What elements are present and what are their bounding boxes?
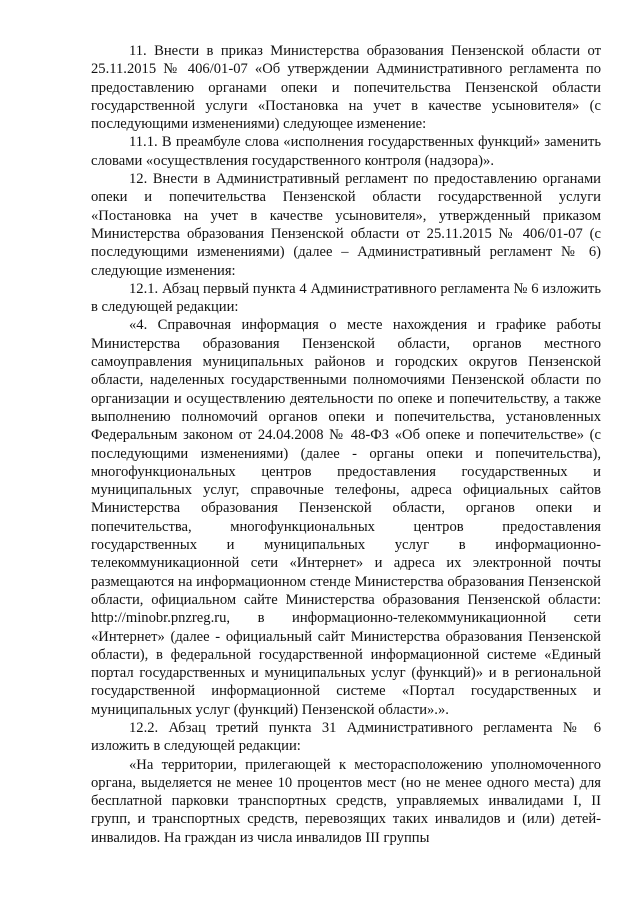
document-body xyxy=(91,42,601,847)
paragraph-item-12: 12. Внести в Административный регламент по предоставлению органами опеки и попечительства Пензенской области государственной услуги «Постановка на учет в качестве усыновителя», утвержденный приказом Министерства образования Пензенской области от 25.11.2015 № 406/01-07 (с последующими изменениями) (далее – Административный регламент № 6) следующие изменения: xyxy=(91,171,601,279)
paragraph-parking-quote: «На территории, прилегающей к месторасположению уполномоченного органа, выделяется не менее 10 процентов мест (но не менее одного места) для бесплатной парковки транспортных средств, управляемых инвалидами I, II групп, и транспортных средств, перевозящих таких инвалидов и (или) детей-инвалидов. На граждан из числа инвалидов III группы xyxy=(91,756,601,846)
paragraph-item-4-quote: «4. Справочная информация о месте нахождения и графике работы Министерства образования Пензенской области, органов местного самоуправления муниципальных районов и городских округов Пензенской области, наделенных государственными полномочиями Пензенской области по организации и осуществлению деятельности по опеке и попечительству, а также выполнению полномочий органов опеки и попечительства, установленных Федеральным законом от 24.04.2008 № 48-ФЗ «Об опеке и попечительстве» (с последующими изменениями) (далее - органы опеки и попечительства), многофункциональных центров предоставления государственных и муниципальных услуг, справочные телефоны, адреса официальных сайтов Министерства образования Пензенской области, органов опеки и попечительства, многофункциональных центров предоставления государственных и муниципальных услуг в информационно-телекоммуникационной сети «Интернет» и адреса их электронной почты размещаются на информационном стенде Министерства образования Пензенской области, официальном сайте Министерства образования Пензенской области: http://minobr.pnzreg.ru, в информационно-телекоммуникационной сети «Интернет» (далее - официальный сайт Министерства образования Пензенской области), в федеральной государственной информационной системе «Единый портал государственных и муниципальных услуг (функций)» и в региональной государственной информационной системе «Портал государственных и муниципальных услуг (функций) Пензенской области».». xyxy=(91,317,601,718)
paragraph-item-11-1: 11.1. В преамбуле слова «исполнения государственных функций» заменить словами «осуществления государственного контроля (надзора)». xyxy=(91,134,601,169)
paragraph-item-11: 11. Внести в приказ Министерства образования Пензенской области от 25.11.2015 № 406/01-07 «Об утверждении Административного регламента по предоставлению органами опеки и попечительства Пензенской области государственной услуги «Постановка на учет в качестве усыновителя» (с последующими изменениями) следующее изменение: xyxy=(91,43,601,133)
paragraph-item-12-2: 12.2. Абзац третий пункта 31 Административного регламента № 6 изложить в следующей редакции: xyxy=(91,719,601,755)
paragraph-item-12-1: 12.1. Абзац первый пункта 4 Административного регламента № 6 изложить в следующей редакции: xyxy=(91,280,601,316)
